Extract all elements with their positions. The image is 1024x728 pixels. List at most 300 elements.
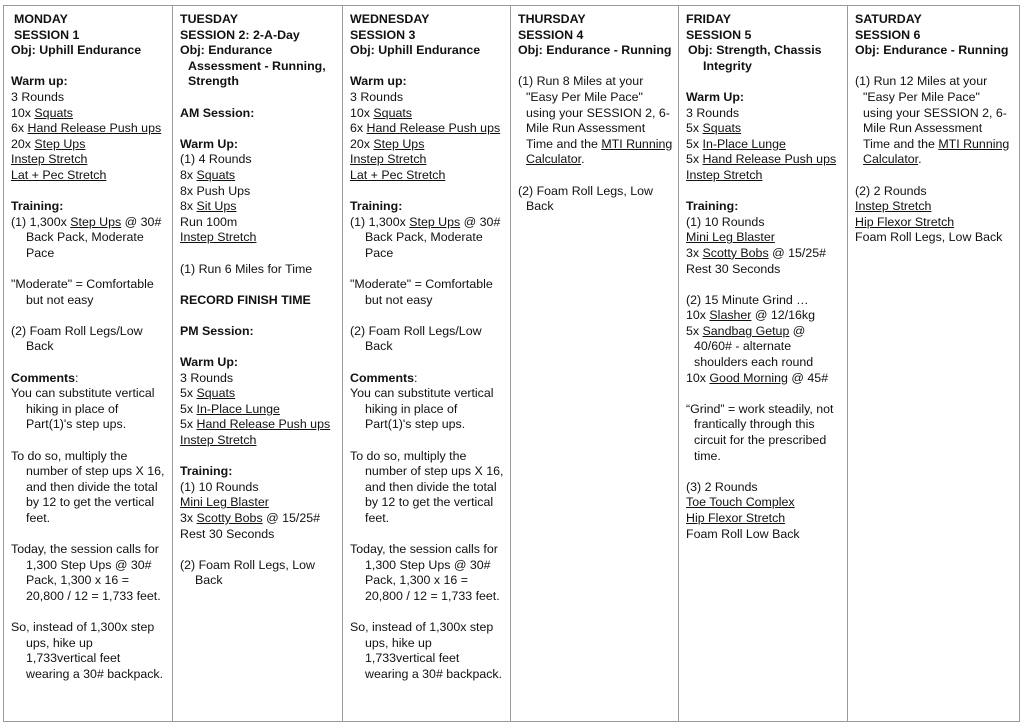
- text-continuation: [11, 651, 172, 667]
- text-line: [11, 215, 172, 231]
- exercise-link[interactable]: Calculator: [526, 152, 582, 167]
- day-column-thursday: [511, 6, 679, 721]
- text-line: [180, 417, 342, 433]
- text-line: [350, 620, 510, 636]
- line-text: Back: [195, 573, 223, 588]
- text-line: [350, 449, 510, 465]
- line-text: (2) Foam Roll Legs, Low: [180, 557, 315, 572]
- text-line: [11, 90, 172, 106]
- day-heading: WEDNESDAY: [350, 12, 430, 26]
- text-line: [686, 527, 847, 543]
- line-text: You can substitute vertical: [11, 386, 155, 401]
- text-line: [180, 230, 342, 246]
- text-continuation: [518, 152, 678, 168]
- line-text: So, instead of 1,300x step: [350, 620, 494, 635]
- line-text: by 12 to get the vertical: [26, 495, 155, 510]
- exercise-link[interactable]: Scotty Bobs: [702, 245, 769, 260]
- line-text: wearing a 30# backpack.: [365, 666, 503, 681]
- exercise-link[interactable]: Calculator: [863, 152, 919, 167]
- exercise-link[interactable]: Squats: [373, 105, 412, 120]
- exercise-link[interactable]: Sandbag Getup: [702, 323, 790, 338]
- line-text: "Easy Per Mile Pace": [863, 89, 980, 104]
- line-text: (2) Foam Roll Legs, Low: [518, 183, 653, 198]
- line-text: hiking in place of: [26, 401, 119, 416]
- exercise-link[interactable]: Step Ups: [34, 136, 86, 151]
- objective-heading: Obj: Endurance - Running: [855, 43, 1009, 58]
- line-text: number of step ups X 16,: [26, 464, 165, 479]
- line-text: hiking in place of: [365, 401, 458, 416]
- text-line: [855, 230, 1019, 246]
- line-prefix: 5x: [686, 121, 703, 136]
- line-text: circuit for the prescribed: [694, 433, 827, 448]
- text-continuation: [350, 558, 510, 574]
- text-line: [350, 386, 510, 402]
- text-line: [180, 386, 342, 402]
- line-prefix: 5x: [686, 136, 703, 151]
- line-text: 3 Rounds: [350, 89, 404, 104]
- text-continuation: [518, 106, 678, 122]
- text-line: [11, 106, 172, 122]
- line-suffix: @ 12/16kg: [751, 308, 815, 323]
- text-line: [11, 620, 172, 636]
- line-prefix: Time and the: [526, 136, 602, 151]
- exercise-link[interactable]: Squats: [702, 121, 742, 136]
- text-line: [686, 308, 847, 324]
- line-suffix: @ 30#: [121, 214, 162, 229]
- session-details: [686, 59, 847, 542]
- spacer: [686, 277, 847, 293]
- text-line: [180, 215, 342, 231]
- text-line: [350, 542, 510, 558]
- line-suffix: @ 15/25#: [768, 245, 827, 260]
- spacer: [180, 308, 342, 324]
- spacer: [350, 433, 510, 449]
- line-suffix: @: [789, 323, 806, 338]
- text-line: [180, 199, 342, 215]
- line-text: 3 Rounds: [11, 89, 65, 104]
- line-text: Back: [365, 339, 393, 354]
- text-continuation: [350, 495, 510, 511]
- line-text: Rest 30 Seconds: [686, 261, 781, 276]
- section-heading: [180, 106, 342, 122]
- session-heading: SESSION 4: [518, 27, 584, 42]
- text-continuation: [11, 573, 172, 589]
- text-line: [855, 74, 1019, 90]
- exercise-link[interactable]: Mini Leg Blaster: [686, 230, 775, 245]
- spacer: [180, 277, 342, 293]
- spacer: [11, 184, 172, 200]
- spacer: [350, 262, 510, 278]
- line-text: Part(1)'s step ups.: [26, 417, 127, 432]
- line-text: Part(1)'s step ups.: [365, 417, 466, 432]
- line-text: ups, hike up: [26, 635, 93, 650]
- line-prefix: 5x: [180, 386, 197, 401]
- line-text: Mile Run Assessment: [863, 121, 983, 136]
- exercise-link[interactable]: In-Place Lunge: [702, 136, 786, 151]
- text-line: [350, 121, 510, 137]
- text-line: [11, 324, 172, 340]
- line-prefix: Time and the: [863, 136, 939, 151]
- text-continuation: [350, 651, 510, 667]
- line-prefix: 6x: [350, 121, 367, 136]
- line-text: Pack, 1,300 x 16 =: [26, 573, 129, 588]
- text-continuation: [350, 480, 510, 496]
- line-prefix: 8x: [180, 199, 197, 214]
- exercise-link[interactable]: Scotty Bobs: [196, 511, 263, 525]
- objective-heading: Obj: Uphill Endurance: [11, 43, 142, 58]
- exercise-link[interactable]: MTI Running: [601, 136, 673, 151]
- text-line: [518, 184, 678, 200]
- text-line: [180, 152, 342, 168]
- line-text: Pace: [26, 245, 55, 260]
- text-line: [686, 511, 847, 527]
- text-continuation: [350, 339, 510, 355]
- day-heading: SATURDAY: [855, 12, 922, 26]
- line-prefix: (1) 1,300x: [11, 214, 71, 229]
- exercise-link[interactable]: Lat + Pec Stretch: [11, 167, 107, 182]
- text-continuation: [11, 402, 172, 418]
- spacer: [180, 246, 342, 262]
- text-line: [855, 199, 1019, 215]
- text-line: [180, 433, 342, 449]
- exercise-link[interactable]: Toe Touch Complex: [686, 495, 795, 510]
- text-continuation: [11, 495, 172, 511]
- line-text: (1) Run 6 Miles for Time: [180, 261, 313, 276]
- spacer: [350, 605, 510, 621]
- line-text: Foam Roll Legs, Low Back: [855, 230, 1003, 245]
- line-text: To do so, multiply the: [350, 448, 467, 463]
- line-text: “Grind” = work steadily, not: [686, 401, 834, 416]
- text-line: [686, 106, 847, 122]
- spacer: [686, 74, 847, 90]
- text-continuation: [350, 402, 510, 418]
- line-text: Pace: [365, 245, 394, 260]
- line-text: Back Pack, Moderate: [365, 230, 483, 245]
- section-heading: [180, 355, 342, 371]
- line-text: but not easy: [26, 292, 94, 307]
- text-line: [180, 371, 342, 387]
- exercise-link[interactable]: In-Place Lunge: [196, 401, 280, 416]
- text-line: [686, 293, 847, 309]
- text-line: [350, 371, 510, 387]
- objective-heading: Obj: Strength, Chassis: [688, 43, 822, 58]
- line-text: Run 100m: [180, 214, 238, 229]
- line-text: feet.: [26, 511, 51, 525]
- line-prefix: 5x: [180, 417, 197, 432]
- text-continuation: [686, 417, 847, 433]
- text-continuation: [350, 667, 510, 683]
- exercise-link[interactable]: Squats: [196, 386, 236, 401]
- text-line: [180, 511, 342, 527]
- text-line: [180, 402, 342, 418]
- objective-heading: Obj: Endurance: [180, 43, 273, 58]
- exercise-link[interactable]: Squats: [196, 167, 236, 182]
- line-text: (1) Run 8 Miles at your: [518, 74, 644, 89]
- section-heading: [686, 199, 847, 215]
- spacer: [686, 184, 847, 200]
- text-continuation: [350, 511, 510, 527]
- section-heading: [350, 74, 510, 90]
- exercise-link[interactable]: Good Morning: [709, 370, 788, 385]
- text-line: [350, 324, 510, 340]
- text-continuation: [11, 511, 172, 527]
- line-prefix: 10x: [686, 370, 710, 385]
- text-continuation: [350, 573, 510, 589]
- spacer: [350, 184, 510, 200]
- line-text: Warm Up:: [180, 136, 239, 151]
- exercise-link[interactable]: Step Ups: [373, 136, 425, 151]
- text-line: [11, 152, 172, 168]
- exercise-link[interactable]: Instep Stretch: [180, 433, 257, 448]
- text-line: [11, 277, 172, 293]
- text-continuation: [11, 464, 172, 480]
- line-text: feet.: [365, 511, 390, 525]
- line-text: "Moderate" = Comfortable: [350, 277, 493, 292]
- spacer: [180, 542, 342, 558]
- objective-heading: Obj: Endurance - Running: [518, 43, 672, 58]
- line-text: "Easy Per Mile Pace": [526, 89, 643, 104]
- exercise-link[interactable]: Step Ups: [409, 214, 461, 229]
- text-continuation: [350, 230, 510, 246]
- text-continuation: [350, 636, 510, 652]
- line-text: Training:: [180, 464, 233, 479]
- text-line: [11, 386, 172, 402]
- text-line: [350, 215, 510, 231]
- line-text: (1) 10 Rounds: [686, 214, 765, 229]
- line-text: Pack, 1,300 x 16 =: [365, 573, 468, 588]
- line-prefix: 3x: [180, 511, 197, 525]
- text-continuation: [11, 589, 172, 605]
- text-continuation: [686, 339, 847, 355]
- line-text: ups, hike up: [365, 635, 432, 650]
- line-text: number of step ups X 16,: [365, 464, 504, 479]
- spacer: [180, 339, 342, 355]
- exercise-link[interactable]: Sit Ups: [196, 199, 237, 214]
- text-line: [686, 495, 847, 511]
- line-text: using your SESSION 2, 6-: [863, 105, 1007, 120]
- line-text: shoulders each round: [694, 355, 814, 370]
- comments-label: Comments: [11, 370, 76, 385]
- text-continuation: [11, 293, 172, 309]
- text-line: [180, 184, 342, 200]
- text-continuation: [11, 417, 172, 433]
- objective-continuation: [180, 59, 342, 75]
- spacer: [11, 59, 172, 75]
- text-continuation: [11, 558, 172, 574]
- section-heading: [350, 199, 510, 215]
- line-text: by 12 to get the vertical: [365, 495, 494, 510]
- objective-continuation: [180, 74, 342, 90]
- line-text: AM Session:: [180, 105, 255, 120]
- line-suffix: :: [414, 370, 418, 385]
- exercise-link[interactable]: Squats: [34, 105, 73, 120]
- text-line: [350, 137, 510, 153]
- exercise-link[interactable]: Hand Release Push ups: [702, 152, 837, 167]
- line-prefix: 6x: [11, 121, 28, 136]
- line-text: Integrity: [703, 58, 752, 73]
- session-heading: SESSION 1: [14, 27, 80, 42]
- session-details: [518, 59, 678, 215]
- line-text: Training:: [686, 199, 739, 214]
- line-suffix: .: [918, 152, 922, 167]
- text-continuation: [855, 152, 1019, 168]
- exercise-link[interactable]: Slasher: [709, 308, 752, 323]
- spacer: [350, 355, 510, 371]
- line-text: Warm Up:: [180, 355, 239, 370]
- day-column-monday: [4, 6, 173, 721]
- text-line: [11, 449, 172, 465]
- text-line: [11, 137, 172, 153]
- text-continuation: [350, 589, 510, 605]
- text-continuation: [11, 339, 172, 355]
- text-line: [686, 371, 847, 387]
- line-prefix: 20x: [350, 136, 374, 151]
- exercise-link[interactable]: Step Ups: [70, 214, 122, 229]
- text-line: [350, 90, 510, 106]
- exercise-link[interactable]: Lat + Pec Stretch: [350, 167, 446, 182]
- line-text: 40/60# - alternate: [694, 339, 792, 354]
- line-text: Rest 30 Seconds: [180, 526, 275, 541]
- text-continuation: [350, 464, 510, 480]
- spacer: [518, 59, 678, 75]
- line-text: Training:: [350, 199, 403, 214]
- text-continuation: [11, 246, 172, 262]
- line-prefix: 3x: [686, 245, 703, 260]
- spacer: [686, 386, 847, 402]
- line-text: Mile Run Assessment: [526, 121, 646, 136]
- day-column-saturday: [848, 6, 1019, 721]
- text-line: [686, 230, 847, 246]
- line-text: (2) Foam Roll Legs/Low: [11, 323, 143, 338]
- section-heading: [180, 324, 342, 340]
- exercise-link[interactable]: Hip Flexor Stretch: [686, 511, 786, 525]
- line-suffix: :: [75, 370, 79, 385]
- text-line: [855, 215, 1019, 231]
- line-text: Warm Up:: [686, 89, 745, 104]
- line-text: using your SESSION 2, 6-: [526, 105, 670, 120]
- session-details: [180, 59, 342, 589]
- line-text: wearing a 30# backpack.: [26, 666, 164, 681]
- comments-label: Comments: [350, 370, 415, 385]
- section-heading: [180, 137, 342, 153]
- text-line: [350, 277, 510, 293]
- line-suffix: @ 15/25#: [262, 511, 321, 525]
- exercise-link[interactable]: Hand Release Push ups: [366, 121, 501, 136]
- line-text: Training:: [11, 199, 64, 214]
- text-line: [686, 121, 847, 137]
- line-prefix: 8x: [180, 167, 197, 182]
- session-details: [855, 59, 1019, 246]
- spacer: [11, 527, 172, 543]
- day-heading: FRIDAY: [686, 12, 731, 26]
- section-heading: [11, 199, 172, 215]
- text-continuation: [11, 230, 172, 246]
- spacer: [518, 168, 678, 184]
- spacer: [855, 59, 1019, 75]
- line-prefix: 5x: [686, 152, 703, 167]
- line-suffix: @ 30#: [460, 214, 501, 229]
- line-text: (2) 15 Minute Grind …: [686, 292, 809, 307]
- line-text: and then divide the total: [26, 479, 158, 494]
- line-text: 20,800 / 12 = 1,733 feet.: [26, 588, 161, 603]
- line-text: 20,800 / 12 = 1,733 feet.: [365, 588, 500, 603]
- day-column-friday: [679, 6, 848, 721]
- exercise-link[interactable]: Hip Flexor Stretch: [855, 214, 955, 229]
- line-text: 3 Rounds: [686, 105, 740, 120]
- line-text: Back: [526, 199, 554, 214]
- day-column-wednesday: [343, 6, 511, 721]
- text-line: [686, 262, 847, 278]
- day-heading: TUESDAY: [180, 12, 239, 26]
- text-line: [11, 168, 172, 184]
- exercise-link[interactable]: Instep Stretch: [180, 230, 257, 245]
- section-heading: [180, 464, 342, 480]
- line-text: time.: [694, 448, 721, 463]
- line-text: Today, the session calls for: [350, 542, 498, 557]
- spacer: [11, 355, 172, 371]
- text-continuation: [11, 667, 172, 683]
- text-continuation: [855, 106, 1019, 122]
- line-text: RECORD FINISH TIME: [180, 292, 311, 307]
- text-line: [855, 184, 1019, 200]
- text-continuation: [855, 90, 1019, 106]
- exercise-link[interactable]: Instep Stretch: [11, 152, 88, 167]
- line-text: "Moderate" = Comfortable: [11, 277, 154, 292]
- line-text: Today, the session calls for: [11, 542, 159, 557]
- line-text: frantically through this: [694, 417, 815, 432]
- exercise-link[interactable]: MTI Running: [938, 136, 1010, 151]
- line-text: (1) 10 Rounds: [180, 479, 259, 494]
- text-line: [11, 371, 172, 387]
- text-line: [350, 168, 510, 184]
- line-text: You can substitute vertical: [350, 386, 494, 401]
- session-heading: SESSION 5: [686, 27, 752, 42]
- text-continuation: [855, 121, 1019, 137]
- line-prefix: 5x: [180, 401, 197, 416]
- spacer: [350, 527, 510, 543]
- text-line: [11, 121, 172, 137]
- objective-continuation: [686, 59, 847, 75]
- text-line: [686, 402, 847, 418]
- spacer: [11, 605, 172, 621]
- exercise-link[interactable]: Instep Stretch: [350, 152, 427, 167]
- text-line: [686, 480, 847, 496]
- text-line: [180, 480, 342, 496]
- session-heading: SESSION 2: 2-A-Day: [180, 27, 300, 42]
- exercise-link[interactable]: Hand Release Push ups: [27, 121, 162, 136]
- exercise-link[interactable]: Mini Leg Blaster: [180, 495, 269, 510]
- session-details: [350, 59, 510, 683]
- session-details: [11, 59, 172, 683]
- spacer: [180, 449, 342, 465]
- session-heading: SESSION 3: [350, 27, 416, 42]
- exercise-link[interactable]: Instep Stretch: [855, 199, 932, 214]
- text-continuation: [350, 417, 510, 433]
- text-continuation: [350, 293, 510, 309]
- spacer: [11, 308, 172, 324]
- line-text: (3) 2 Rounds: [686, 479, 758, 494]
- line-text: 1,300 Step Ups @ 30#: [26, 557, 152, 572]
- objective-heading: Obj: Uphill Endurance: [350, 43, 481, 58]
- text-line: [686, 215, 847, 231]
- line-text: 3 Rounds: [180, 370, 234, 385]
- line-prefix: 5x: [686, 323, 703, 338]
- line-text: Assessment - Running,: [188, 58, 326, 73]
- exercise-link[interactable]: Hand Release Push ups: [196, 417, 331, 432]
- text-continuation: [11, 480, 172, 496]
- exercise-link[interactable]: Instep Stretch: [686, 167, 763, 182]
- line-text: 1,733vertical feet: [365, 651, 460, 666]
